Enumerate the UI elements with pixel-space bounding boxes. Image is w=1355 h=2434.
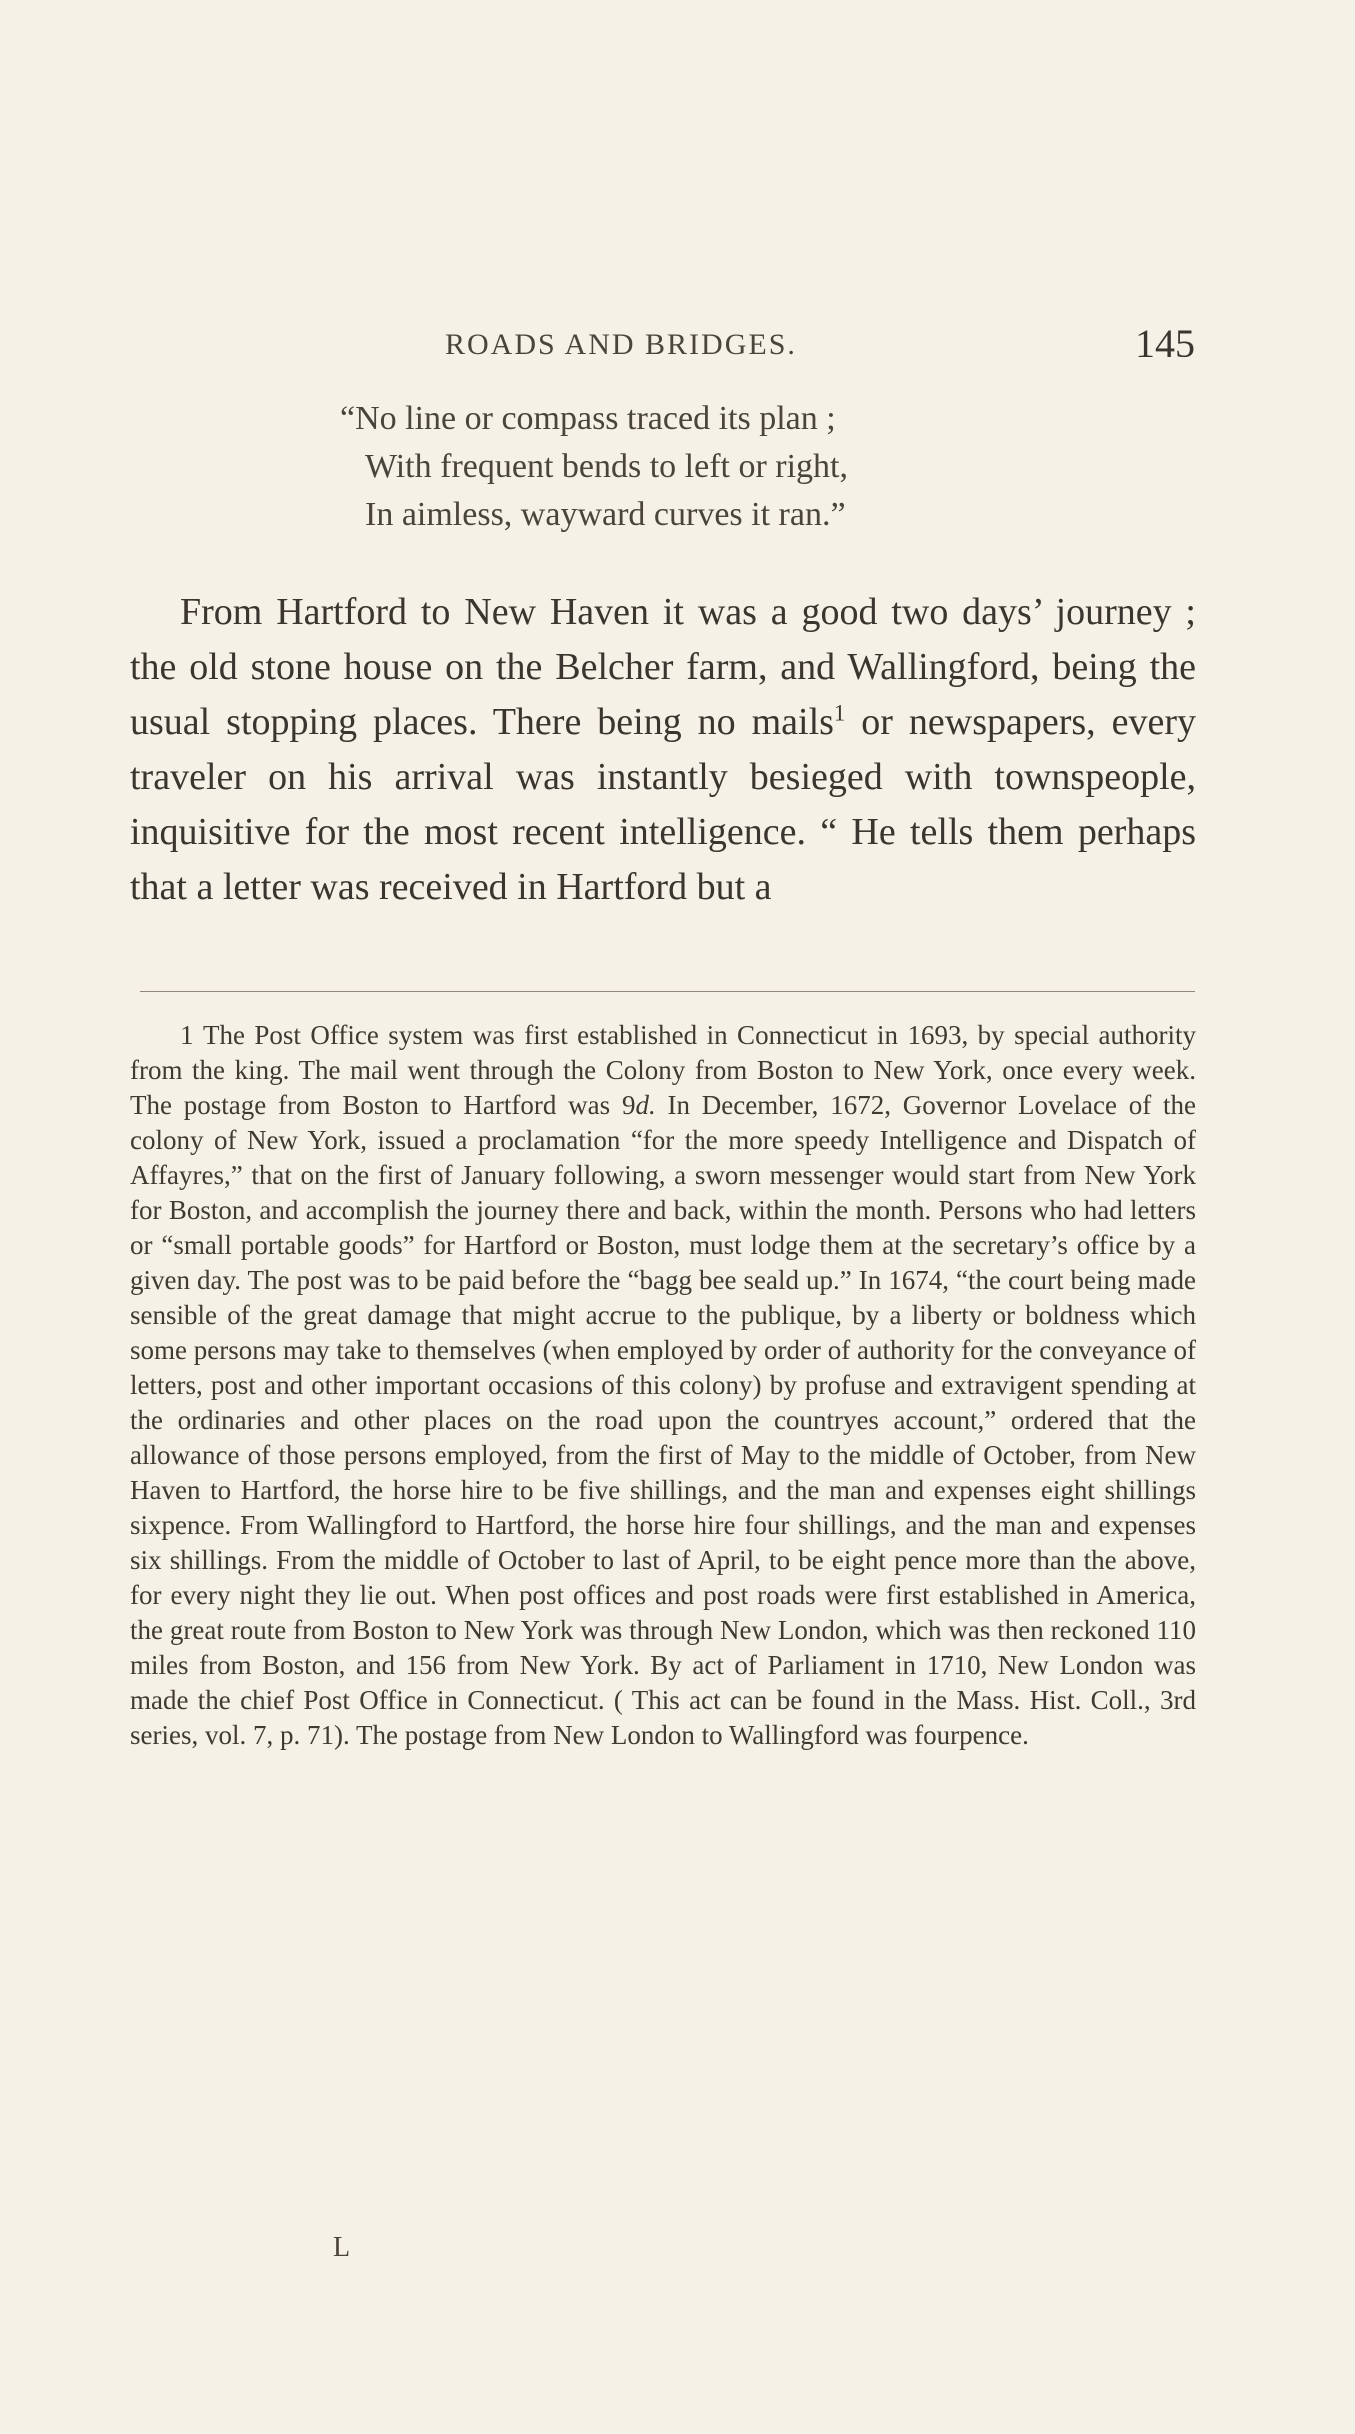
verse-line: In aimless, wayward curves it ran.” <box>365 496 846 533</box>
body-text-part: From Hartford to New Haven it was a good two days’ journey ; the old stone house on the Belcher farm, and Wallingford, being the usual stopping places. There being no mails <box>130 591 1196 743</box>
footnote-text: The Post Office system was first established in Connecticut in 1693, by special authority from the king. The mail went through the Colony from Boston to New York, once every week. The postage from Boston to Hartford was 9 <box>130 1020 1197 1120</box>
signature-mark: L <box>333 2232 351 2263</box>
body-text-part: or newspapers, every traveler on his arrival was instantly besieged with townspeople, inquisitive for the most recent intelligence. “ He tells them perhaps that a letter was received in Hartford but a <box>130 701 1196 908</box>
verse-line: With frequent bends to left or right, <box>365 448 849 485</box>
page-number: 145 <box>1135 321 1195 366</box>
footnote-italic: d. <box>635 1090 656 1120</box>
running-title: ROADS AND BRIDGES. <box>445 328 797 361</box>
running-head <box>130 320 1195 370</box>
verse-line: “No line or compass traced its plan ; <box>340 400 836 437</box>
footnote-divider <box>140 991 1195 992</box>
footnote <box>130 1018 1196 1753</box>
verse-quotation <box>340 395 848 539</box>
footnote-reference: 1 <box>833 700 846 726</box>
footnote-text: In December, 1672, Governor Lovelace of the colony of New York, issued a proclamation “for the more speedy Intelligence and Dispatch of Affayres,” that on the first of January following, a sworn messenger would start from New York for Boston, and accomplish the journey there and back, within the month. Persons who had letters or “small portable goods” for Hartford or Boston, must lodge them at the secretary’s office by a given day. The post was to be paid before the “bagg bee seald up.” In 1674, “the court being made sensible of the great damage that might accrue to the publique, by a liberty or boldness which some persons may take to themselves (when employed by order of authority for the conveyance of letters, post and other important occasions of this colony) by profuse and extravigent spending at the ordinaries and other places on the road upon the countryes account,” ordered that the allowance of those persons employed, from the first of May to the middle of October, from New Haven to Hartford, the horse hire to be five shillings, and the man and expenses eight shillings sixpence. From Wallingford to Hartford, the horse hire four shillings, and the man and expenses six shillings. From the middle of October to last of April, to be eight pence more than the above, for every night they lie out. When post offices and post roads were first established in America, the great route from Boston to New York was through New London, which was then reckoned 110 miles from Boston, and 156 from New York. By act of Parliament in 1710, New London was made the chief Post Office in Connecticut. ( This act can be found in the Mass. Hist. Coll., 3rd series, vol. 7, p. 71). The postage from New London to Wallingford was fourpence. <box>130 1090 1196 1750</box>
body-paragraph <box>130 585 1196 915</box>
footnote-number: 1 <box>180 1020 194 1050</box>
